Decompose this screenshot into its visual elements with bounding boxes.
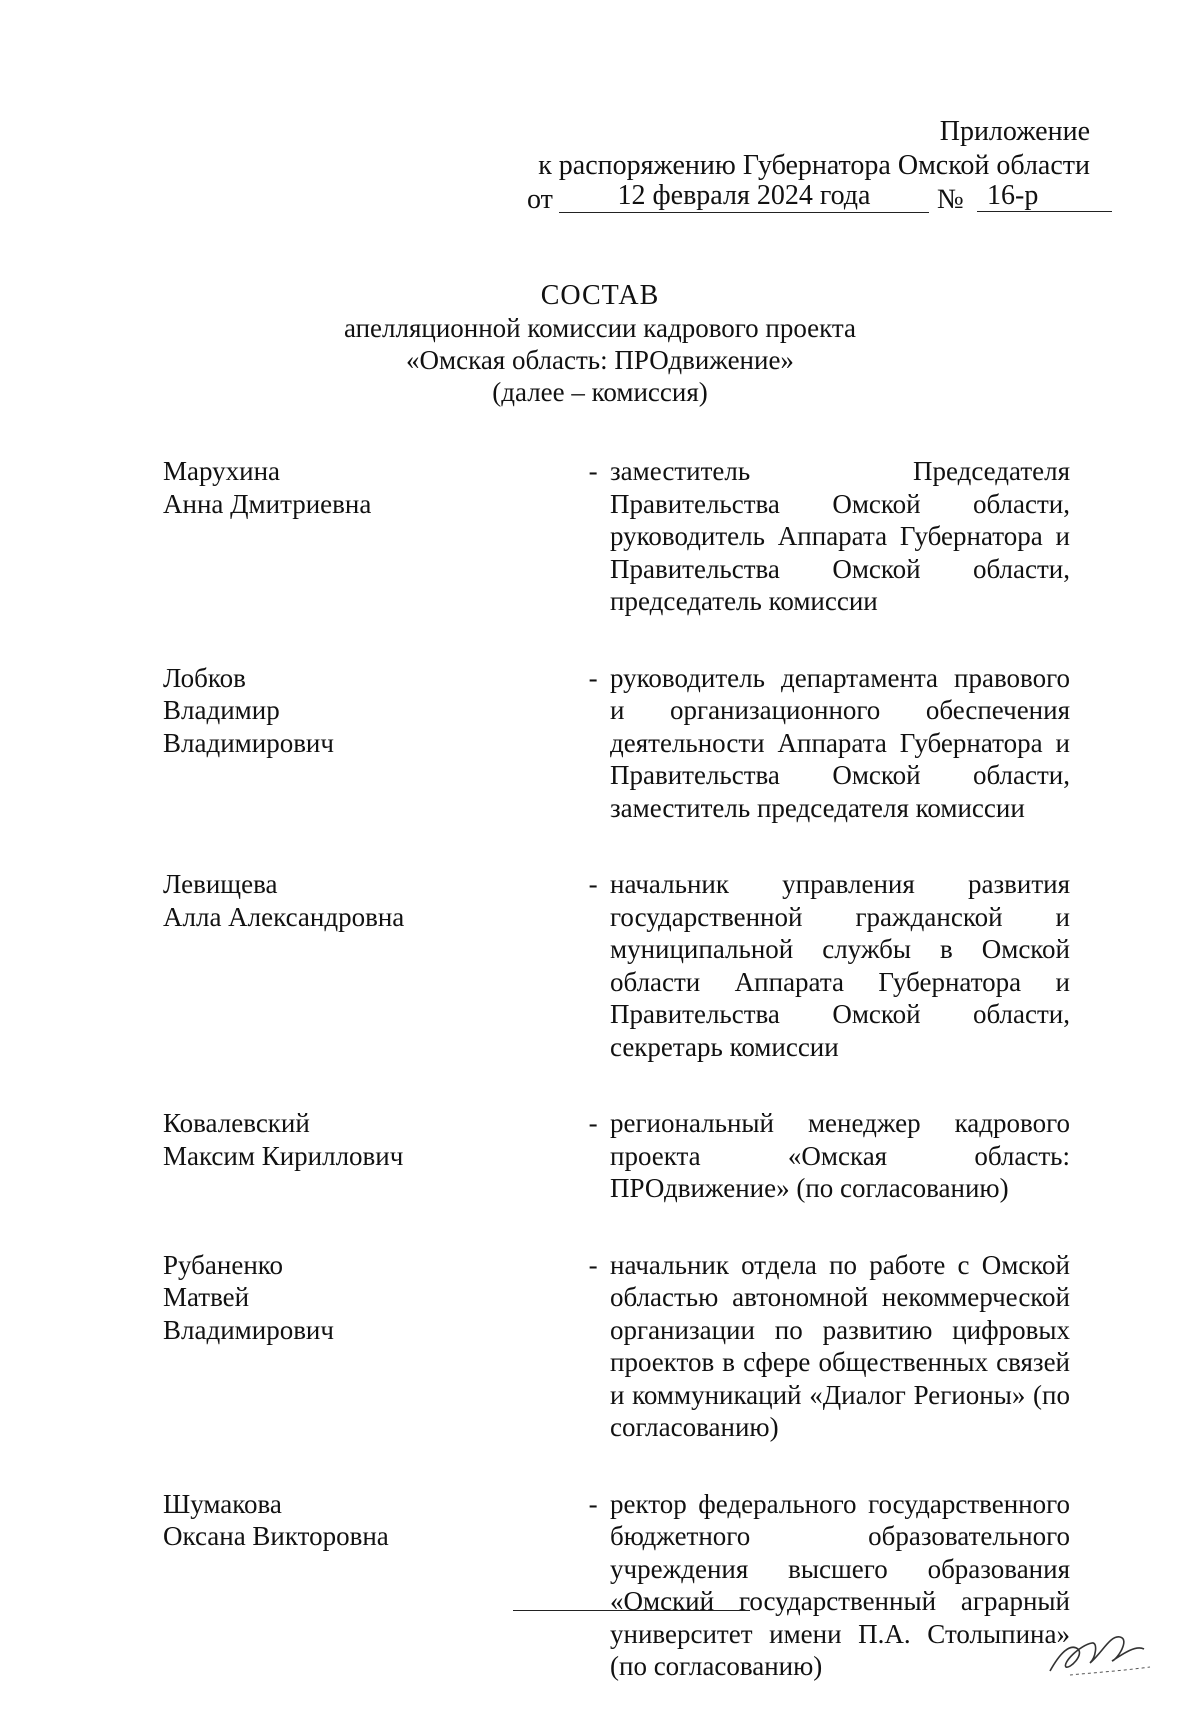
title-line-3: (далее – комиссия) [492,377,708,407]
member-name [163,1249,418,1444]
member-given-name: Алла Александровна [163,901,405,932]
member-given-name: Анна Дмитриевна [163,488,372,519]
members-list [163,455,1070,1727]
member-dash: - [588,1249,598,1280]
member-entry [163,868,1070,1063]
order-date-line [527,180,1090,220]
member-description: начальник управления развития государственной гражданской и муниципальной службы в Омской области Аппарата Губернатора и Правительства Омской области, секретарь комиссии [610,869,1070,1062]
appendix-label: Приложение [939,116,1090,147]
initials-signature [1040,1623,1160,1683]
member-name [163,1107,418,1205]
member-name [163,662,418,825]
member-dash: - [588,662,598,693]
member-name [163,868,418,1063]
order-date: 12 февраля 2024 года [559,180,929,213]
member-name [163,455,418,618]
member-surname: Шумакова [163,1488,282,1519]
member-patronymic: Владимирович [163,727,334,758]
member-surname: Лобков [163,662,246,693]
member-dash: - [588,869,598,899]
member-name [163,1488,418,1683]
member-surname: Марухина [163,456,281,486]
title-main: СОСТАВ [540,280,660,311]
order-number: 16-р [977,180,1112,212]
member-dash: - [588,456,598,486]
member-given-name: Владимир [163,695,280,725]
member-given-name: Максим Кириллович [163,1140,404,1171]
member-entry [163,455,1070,618]
member-surname: Ковалевский [163,1108,310,1138]
member-given-name: Оксана Викторовна [163,1521,389,1551]
member-entry [163,1249,1070,1444]
member-description: ректор федерального государственного бюджетного образовательного учреждения высшего образования «Омский государственный аграрный университет имени П.А. Столыпина» (по согласованию) [610,1488,1070,1681]
title-line-1: апелляционной комиссии кадрового проекта [343,313,857,343]
order-reference: к распоряжению Губернатора Омской области [538,150,1090,181]
member-description: начальник отдела по работе с Омской областью автономной некоммерческой организации по развитию цифровых проектов в сфере общественных связей и коммуникаций «Диалог Регионы» (по согласованию) [610,1249,1070,1442]
member-entry [163,1488,1070,1683]
member-entry [163,1107,1070,1205]
member-entry [163,662,1070,825]
end-divider [513,1610,750,1611]
member-surname: Левищева [163,869,278,899]
date-prefix: от [527,184,553,215]
member-dash: - [588,1108,598,1138]
member-given-name: Матвей Владимирович [163,1282,334,1345]
member-dash: - [588,1488,598,1519]
member-description: региональный менеджер кадрового проекта «Омская область: ПРОдвижение» (по согласованию) [610,1108,1070,1203]
title-line-2: «Омская область: ПРОдвижение» [406,345,794,375]
number-prefix: № [937,184,964,215]
document-title [300,280,900,408]
member-description: заместитель Председателя Правительства Омской области, руководитель Аппарата Губернатора и Правительства Омской области, председатель комиссии [610,456,1070,616]
member-description: руководитель департамента правового и организационного обеспечения деятельности Аппарата Губернатора и Правительства Омской области, заместитель председателя комиссии [610,662,1070,823]
member-surname: Рубаненко [163,1249,284,1280]
